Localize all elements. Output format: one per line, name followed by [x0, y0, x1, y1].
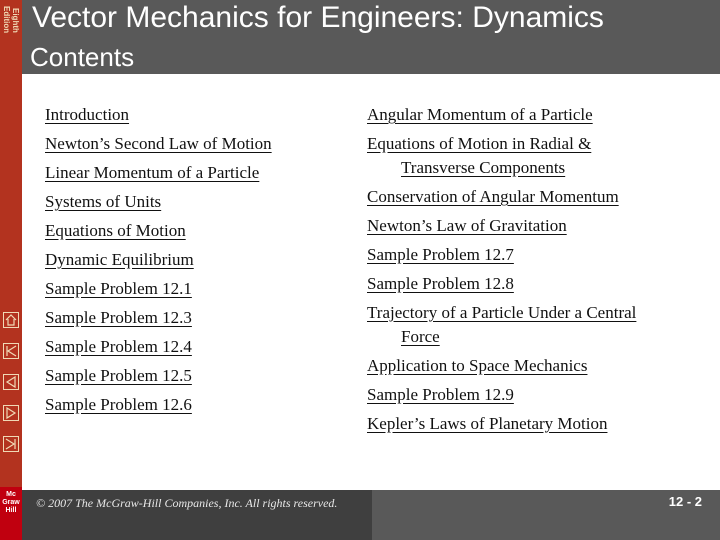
contents-link[interactable] — [367, 187, 619, 206]
publisher-logo — [0, 487, 22, 540]
contents-item — [45, 219, 272, 248]
contents-link[interactable]: Sample Problem 12.5 — [45, 366, 192, 385]
contents-link-line: Application to Space Mechanics — [367, 356, 588, 375]
last-slide-icon[interactable] — [3, 436, 19, 452]
sidebar — [0, 40, 22, 540]
contents-link[interactable]: Sample Problem 12.6 — [45, 395, 192, 414]
contents-link-line: Equations of Motion in Radial & — [367, 134, 592, 153]
contents-link[interactable]: Systems of Units — [45, 192, 162, 211]
previous-slide-icon[interactable] — [3, 374, 19, 390]
contents-left-column — [45, 103, 272, 422]
next-slide-icon[interactable] — [3, 405, 19, 421]
contents-item — [45, 161, 272, 190]
contents-item — [45, 277, 272, 306]
contents-link[interactable] — [367, 245, 514, 264]
contents-link[interactable] — [367, 301, 707, 349]
contents-item — [367, 272, 707, 296]
contents-link-line: Angular Momentum of a Particle — [367, 105, 593, 124]
contents-item — [367, 243, 707, 267]
contents-item — [367, 103, 707, 127]
contents-item — [45, 190, 272, 219]
section-bar — [22, 40, 720, 74]
contents-link[interactable] — [367, 105, 593, 124]
contents-item — [45, 364, 272, 393]
contents-link[interactable]: Sample Problem 12.1 — [45, 279, 192, 298]
home-icon[interactable] — [3, 312, 19, 328]
contents-item — [367, 214, 707, 238]
contents-link-line: Force — [401, 327, 440, 346]
contents-link-line: Sample Problem 12.8 — [367, 274, 514, 293]
contents-link[interactable] — [367, 216, 567, 235]
logo-text: Mc Graw Hill — [2, 491, 20, 514]
contents-link[interactable] — [367, 414, 607, 433]
contents-item — [45, 103, 272, 132]
contents-item — [45, 335, 272, 364]
contents-link-line: Sample Problem 12.7 — [367, 245, 514, 264]
contents-link[interactable]: Linear Momentum of a Particle — [45, 163, 260, 182]
contents-link[interactable]: Equations of Motion — [45, 221, 186, 240]
contents-item — [367, 132, 707, 180]
contents-link[interactable]: Sample Problem 12.3 — [45, 308, 192, 327]
contents-link[interactable] — [367, 385, 514, 404]
edition-badge — [0, 0, 22, 40]
contents-link[interactable] — [367, 356, 587, 375]
contents-item — [367, 185, 707, 209]
contents-link[interactable]: Sample Problem 12.4 — [45, 337, 192, 356]
contents-item — [367, 354, 707, 378]
contents-link-line: Sample Problem 12.9 — [367, 385, 514, 404]
page-number: 12 - 2 — [668, 494, 702, 509]
contents-link[interactable] — [367, 274, 514, 293]
contents-item — [367, 412, 707, 436]
contents-item — [45, 248, 272, 277]
contents-item — [367, 301, 707, 349]
contents-link[interactable] — [367, 132, 707, 180]
contents-item — [45, 393, 272, 422]
copyright-text: © 2007 The McGraw-Hill Companies, Inc. All rights reserved. — [36, 496, 338, 510]
contents-link-line: Kepler’s Laws of Planetary Motion — [367, 414, 608, 433]
contents-link[interactable]: Newton’s Second Law of Motion — [45, 134, 272, 153]
contents-link[interactable]: Introduction — [45, 105, 130, 124]
contents-link-line: Transverse Components — [401, 158, 566, 177]
contents-link-line: Newton’s Law of Gravitation — [367, 216, 567, 235]
contents-link-line: Trajectory of a Particle Under a Central — [367, 303, 637, 322]
contents-link-line: Conservation of Angular Momentum — [367, 187, 619, 206]
contents-link[interactable]: Dynamic Equilibrium — [45, 250, 194, 269]
edition-label: Eighth Edition — [2, 6, 20, 34]
footer-bar — [22, 490, 720, 540]
title-bar — [0, 0, 720, 40]
first-slide-icon[interactable] — [3, 343, 19, 359]
contents-right-column — [367, 103, 707, 441]
contents-item — [367, 383, 707, 407]
section-title: Contents — [30, 42, 135, 72]
contents-item — [45, 306, 272, 335]
slide-title: Vector Mechanics for Engineers: Dynamics — [32, 1, 604, 34]
contents-item — [45, 132, 272, 161]
